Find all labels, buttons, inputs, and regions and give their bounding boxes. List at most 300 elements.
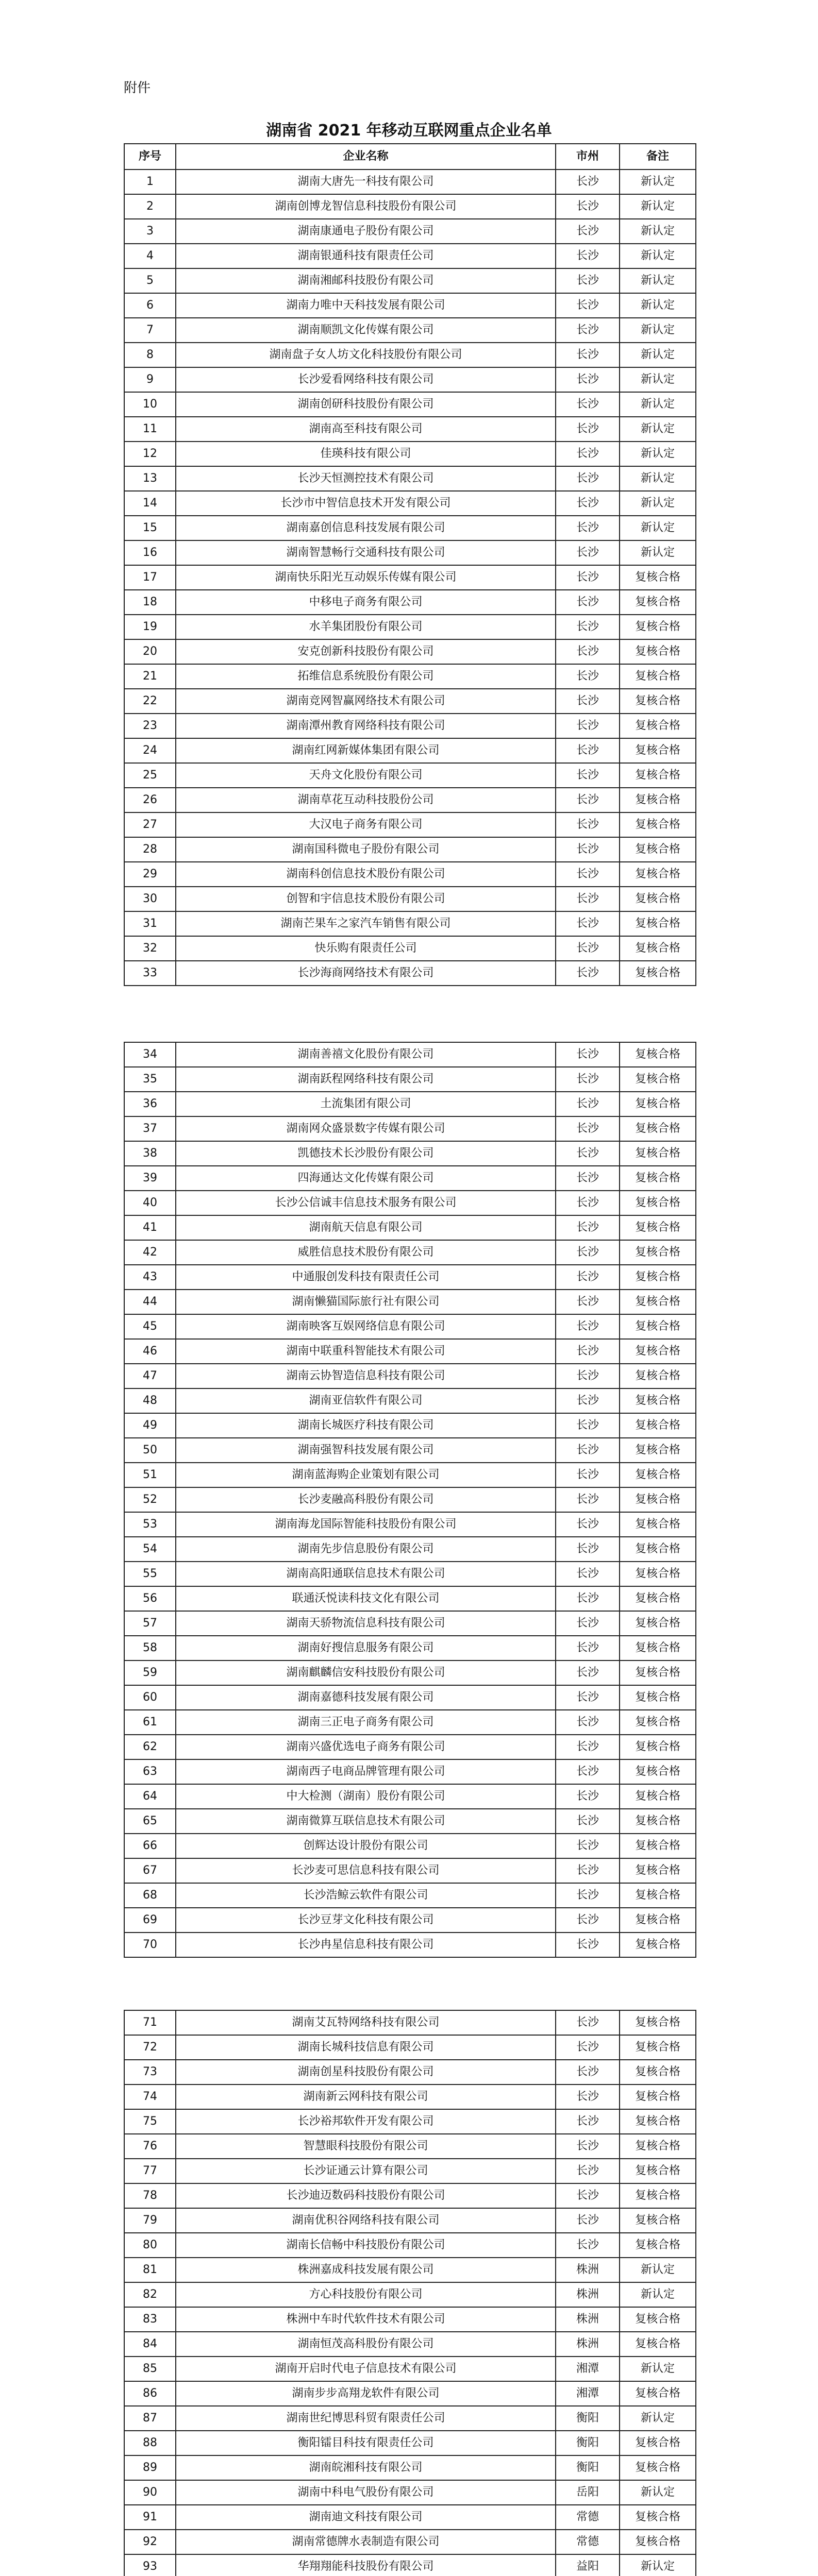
city: 长沙: [556, 961, 620, 986]
table-row: [124, 887, 696, 911]
table-row: [124, 1660, 696, 1685]
company-name: 长沙公信诚丰信息技术服务有限公司: [176, 1191, 556, 1215]
city: 长沙: [556, 2183, 620, 2208]
city: 长沙: [556, 1265, 620, 1290]
row-index: 66: [124, 1834, 176, 1858]
remark: 复核合格: [620, 1487, 696, 1512]
city: 长沙: [556, 1067, 620, 1092]
table-row: [124, 788, 696, 812]
row-index: 4: [124, 244, 176, 268]
remark: 复核合格: [620, 2233, 696, 2258]
city: 长沙: [556, 2159, 620, 2183]
row-index: 59: [124, 1660, 176, 1685]
remark: 新认定: [620, 2554, 696, 2576]
city: 长沙: [556, 244, 620, 268]
row-index: 42: [124, 1240, 176, 1265]
row-index: 31: [124, 911, 176, 936]
remark: 复核合格: [620, 2134, 696, 2159]
city: 长沙: [556, 392, 620, 417]
table-row: [124, 1042, 696, 1067]
row-index: 83: [124, 2307, 176, 2332]
row-index: 47: [124, 1364, 176, 1388]
city: 长沙: [556, 862, 620, 887]
company-name: 长沙冉星信息科技有限公司: [176, 1933, 556, 1957]
city: 衡阳: [556, 2431, 620, 2455]
company-name: 凯德技术长沙股份有限公司: [176, 1141, 556, 1166]
company-name: 快乐购有限责任公司: [176, 936, 556, 961]
remark: 复核合格: [620, 1908, 696, 1933]
remark: 复核合格: [620, 1364, 696, 1388]
company-name: 湖南天骄物流信息科技有限公司: [176, 1611, 556, 1636]
company-name: 湖南步步高翔龙软件有限公司: [176, 2381, 556, 2406]
row-index: 76: [124, 2134, 176, 2159]
row-index: 40: [124, 1191, 176, 1215]
remark: 复核合格: [620, 738, 696, 763]
company-name: 四海通达文化传媒有限公司: [176, 1166, 556, 1191]
remark: 新认定: [620, 343, 696, 367]
company-name: 湖南兴盛优选电子商务有限公司: [176, 1735, 556, 1759]
city: 长沙: [556, 2060, 620, 2084]
remark: 复核合格: [620, 1092, 696, 1116]
row-index: 41: [124, 1215, 176, 1240]
table-row: [124, 714, 696, 738]
remark: 复核合格: [620, 1685, 696, 1710]
row-index: 70: [124, 1933, 176, 1957]
city: 长沙: [556, 1166, 620, 1191]
table-row: [124, 738, 696, 763]
table-row: [124, 812, 696, 837]
company-name: 湖南创博龙智信息科技股份有限公司: [176, 194, 556, 219]
company-name: 湖南亚信软件有限公司: [176, 1388, 556, 1413]
table-row: [124, 911, 696, 936]
table-row: [124, 2183, 696, 2208]
row-index: 30: [124, 887, 176, 911]
company-name: 湖南创研科技股份有限公司: [176, 392, 556, 417]
remark: 复核合格: [620, 1265, 696, 1290]
remark: 复核合格: [620, 1611, 696, 1636]
company-name: 水羊集团股份有限公司: [176, 615, 556, 639]
city: 长沙: [556, 1809, 620, 1834]
city: 湘潭: [556, 2381, 620, 2406]
remark: 复核合格: [620, 2505, 696, 2530]
city: 长沙: [556, 1314, 620, 1339]
remark: 复核合格: [620, 961, 696, 986]
row-index: 91: [124, 2505, 176, 2530]
table-row: [124, 2060, 696, 2084]
enterprise-table-part-1: [124, 143, 696, 986]
city: 长沙: [556, 491, 620, 516]
table-row: [124, 1512, 696, 1537]
city: 长沙: [556, 714, 620, 738]
table-row: [124, 2480, 696, 2505]
row-index: 88: [124, 2431, 176, 2455]
table-row: [124, 961, 696, 986]
company-name: 湖南智慧畅行交通科技有限公司: [176, 540, 556, 565]
city: 长沙: [556, 1933, 620, 1957]
company-name: 湖南强智科技发展有限公司: [176, 1438, 556, 1463]
city: 长沙: [556, 2010, 620, 2035]
table-row: [124, 417, 696, 442]
company-name: 湖南科创信息技术股份有限公司: [176, 862, 556, 887]
table-row: [124, 639, 696, 664]
row-index: 71: [124, 2010, 176, 2035]
row-index: 54: [124, 1537, 176, 1562]
company-name: 创智和宇信息技术股份有限公司: [176, 887, 556, 911]
table-row: [124, 1092, 696, 1116]
row-index: 93: [124, 2554, 176, 2576]
remark: 复核合格: [620, 1215, 696, 1240]
row-index: 77: [124, 2159, 176, 2183]
row-index: 15: [124, 516, 176, 540]
company-name: 湖南恒茂高科股份有限公司: [176, 2332, 556, 2357]
company-name: 拓维信息系统股份有限公司: [176, 664, 556, 689]
row-index: 23: [124, 714, 176, 738]
row-index: 56: [124, 1586, 176, 1611]
table-row: [124, 2431, 696, 2455]
remark: 复核合格: [620, 590, 696, 615]
table-row: [124, 1438, 696, 1463]
company-name: 方心科技股份有限公司: [176, 2282, 556, 2307]
remark: 复核合格: [620, 1388, 696, 1413]
city: 长沙: [556, 1092, 620, 1116]
row-index: 67: [124, 1858, 176, 1883]
table-header-row: [124, 144, 696, 170]
remark: 复核合格: [620, 862, 696, 887]
company-name: 长沙市中智信息技术开发有限公司: [176, 491, 556, 516]
company-name: 湖南微算互联信息技术有限公司: [176, 1809, 556, 1834]
remark: 复核合格: [620, 763, 696, 788]
table-row: [124, 1364, 696, 1388]
table-row: [124, 2282, 696, 2307]
enterprise-table-part-3: [124, 2010, 696, 2576]
table-row: [124, 2035, 696, 2060]
table-row: [124, 2357, 696, 2381]
column-header-remark: 备注: [620, 144, 696, 170]
row-index: 85: [124, 2357, 176, 2381]
row-index: 80: [124, 2233, 176, 2258]
table-row: [124, 466, 696, 491]
remark: 复核合格: [620, 664, 696, 689]
table-row: [124, 565, 696, 590]
row-index: 75: [124, 2109, 176, 2134]
table-row: [124, 763, 696, 788]
city: 长沙: [556, 1586, 620, 1611]
company-name: 湖南新云网科技有限公司: [176, 2084, 556, 2109]
table-row: [124, 2208, 696, 2233]
remark: 复核合格: [620, 1067, 696, 1092]
remark: 复核合格: [620, 1883, 696, 1908]
table-row: [124, 343, 696, 367]
table-row: [124, 442, 696, 466]
row-index: 3: [124, 219, 176, 244]
remark: 复核合格: [620, 788, 696, 812]
city: 长沙: [556, 1290, 620, 1314]
table-row: [124, 2505, 696, 2530]
row-index: 11: [124, 417, 176, 442]
row-index: 6: [124, 293, 176, 318]
remark: 复核合格: [620, 1339, 696, 1364]
company-name: 长沙爱看网络科技有限公司: [176, 367, 556, 392]
city: 长沙: [556, 417, 620, 442]
city: 长沙: [556, 219, 620, 244]
remark: 复核合格: [620, 2307, 696, 2332]
company-name: 联通沃悦读科技文化有限公司: [176, 1586, 556, 1611]
table-row: [124, 1141, 696, 1166]
row-index: 5: [124, 268, 176, 293]
city: 长沙: [556, 318, 620, 343]
row-index: 18: [124, 590, 176, 615]
city: 常德: [556, 2505, 620, 2530]
remark: 复核合格: [620, 2084, 696, 2109]
company-name: 湖南盘子女人坊文化科技股份有限公司: [176, 343, 556, 367]
table-row: [124, 1883, 696, 1908]
row-index: 25: [124, 763, 176, 788]
table-row: [124, 1908, 696, 1933]
company-name: 湖南竞网智赢网络技术有限公司: [176, 689, 556, 714]
remark: 复核合格: [620, 2109, 696, 2134]
company-name: 湖南康通电子股份有限公司: [176, 219, 556, 244]
company-name: 湖南善禧文化股份有限公司: [176, 1042, 556, 1067]
table-row: [124, 244, 696, 268]
remark: 复核合格: [620, 837, 696, 862]
remark: 新认定: [620, 170, 696, 194]
city: 长沙: [556, 738, 620, 763]
row-index: 73: [124, 2060, 176, 2084]
city: 衡阳: [556, 2455, 620, 2480]
table-row: [124, 516, 696, 540]
row-index: 27: [124, 812, 176, 837]
remark: 复核合格: [620, 1537, 696, 1562]
table-row: [124, 219, 696, 244]
city: 长沙: [556, 1759, 620, 1784]
company-name: 湖南海龙国际智能科技股份有限公司: [176, 1512, 556, 1537]
company-name: 湖南潭州教育网络科技有限公司: [176, 714, 556, 738]
company-name: 湖南好搜信息服务有限公司: [176, 1636, 556, 1660]
table-row: [124, 540, 696, 565]
remark: 新认定: [620, 2406, 696, 2431]
company-name: 长沙迪迈数码科技股份有限公司: [176, 2183, 556, 2208]
remark: 复核合格: [620, 1858, 696, 1883]
table-row: [124, 2406, 696, 2431]
row-index: 79: [124, 2208, 176, 2233]
city: 株洲: [556, 2258, 620, 2282]
company-name: 湖南力唯中天科技发展有限公司: [176, 293, 556, 318]
city: 长沙: [556, 689, 620, 714]
row-index: 10: [124, 392, 176, 417]
table-row: [124, 2381, 696, 2406]
company-name: 湖南中联重科智能技术有限公司: [176, 1339, 556, 1364]
row-index: 82: [124, 2282, 176, 2307]
company-name: 天舟文化股份有限公司: [176, 763, 556, 788]
company-name: 湖南快乐阳光互动娱乐传媒有限公司: [176, 565, 556, 590]
company-name: 湖南创星科技股份有限公司: [176, 2060, 556, 2084]
remark: 复核合格: [620, 2530, 696, 2554]
city: 长沙: [556, 343, 620, 367]
city: 长沙: [556, 1611, 620, 1636]
table-row: [124, 1636, 696, 1660]
table-row: [124, 2530, 696, 2554]
row-index: 2: [124, 194, 176, 219]
table-row: [124, 1685, 696, 1710]
row-index: 68: [124, 1883, 176, 1908]
remark: 新认定: [620, 268, 696, 293]
city: 长沙: [556, 936, 620, 961]
remark: 复核合格: [620, 714, 696, 738]
city: 长沙: [556, 1191, 620, 1215]
remark: 复核合格: [620, 1290, 696, 1314]
row-index: 84: [124, 2332, 176, 2357]
city: 长沙: [556, 1388, 620, 1413]
row-index: 12: [124, 442, 176, 466]
remark: 新认定: [620, 367, 696, 392]
table-row: [124, 1710, 696, 1735]
row-index: 32: [124, 936, 176, 961]
remark: 复核合格: [620, 1562, 696, 1586]
remark: 复核合格: [620, 2010, 696, 2035]
remark: 复核合格: [620, 689, 696, 714]
row-index: 72: [124, 2035, 176, 2060]
remark: 复核合格: [620, 1166, 696, 1191]
table-row: [124, 1314, 696, 1339]
table-row: [124, 1166, 696, 1191]
remark: 复核合格: [620, 2060, 696, 2084]
company-name: 湖南中科电气股份有限公司: [176, 2480, 556, 2505]
table-row: [124, 2332, 696, 2357]
remark: 新认定: [620, 466, 696, 491]
remark: 复核合格: [620, 1660, 696, 1685]
remark: 复核合格: [620, 2035, 696, 2060]
row-index: 29: [124, 862, 176, 887]
table-row: [124, 170, 696, 194]
row-index: 61: [124, 1710, 176, 1735]
city: 长沙: [556, 1364, 620, 1388]
table-row: [124, 1537, 696, 1562]
row-index: 44: [124, 1290, 176, 1314]
remark: 复核合格: [620, 1191, 696, 1215]
company-name: 佳瑛科技有限公司: [176, 442, 556, 466]
row-index: 89: [124, 2455, 176, 2480]
city: 长沙: [556, 293, 620, 318]
company-name: 湖南西子电商品牌管理有限公司: [176, 1759, 556, 1784]
company-name: 株洲中车时代软件技术有限公司: [176, 2307, 556, 2332]
company-name: 湖南高至科技有限公司: [176, 417, 556, 442]
company-name: 湖南艾瓦特网络科技有限公司: [176, 2010, 556, 2035]
city: 长沙: [556, 1834, 620, 1858]
row-index: 39: [124, 1166, 176, 1191]
city: 长沙: [556, 466, 620, 491]
remark: 复核合格: [620, 1314, 696, 1339]
row-index: 46: [124, 1339, 176, 1364]
city: 株洲: [556, 2307, 620, 2332]
city: 长沙: [556, 1784, 620, 1809]
row-index: 87: [124, 2406, 176, 2431]
column-header-city: 市州: [556, 144, 620, 170]
city: 长沙: [556, 2233, 620, 2258]
column-header-index: 序号: [124, 144, 176, 170]
company-name: 湖南银通科技有限责任公司: [176, 244, 556, 268]
table-row: [124, 2159, 696, 2183]
table-row: [124, 1809, 696, 1834]
city: 长沙: [556, 2134, 620, 2159]
remark: 复核合格: [620, 615, 696, 639]
row-index: 81: [124, 2258, 176, 2282]
company-name: 湖南长城科技信息有限公司: [176, 2035, 556, 2060]
row-index: 26: [124, 788, 176, 812]
table-row: [124, 1265, 696, 1290]
company-name: 湖南航天信息有限公司: [176, 1215, 556, 1240]
row-index: 1: [124, 170, 176, 194]
remark: 复核合格: [620, 1438, 696, 1463]
company-name: 长沙麦融高科股份有限公司: [176, 1487, 556, 1512]
city: 长沙: [556, 1413, 620, 1438]
table-row: [124, 1611, 696, 1636]
row-index: 45: [124, 1314, 176, 1339]
city: 长沙: [556, 1685, 620, 1710]
remark: 复核合格: [620, 1933, 696, 1957]
company-name: 湖南草花互动科技股份公司: [176, 788, 556, 812]
remark: 复核合格: [620, 2381, 696, 2406]
table-row: [124, 1388, 696, 1413]
table-row: [124, 2455, 696, 2480]
company-name: 中大检测（湖南）股份有限公司: [176, 1784, 556, 1809]
table-row: [124, 2109, 696, 2134]
city: 长沙: [556, 516, 620, 540]
city: 长沙: [556, 1215, 620, 1240]
remark: 复核合格: [620, 1710, 696, 1735]
table-row: [124, 2134, 696, 2159]
row-index: 38: [124, 1141, 176, 1166]
city: 益阳: [556, 2554, 620, 2576]
row-index: 90: [124, 2480, 176, 2505]
remark: 复核合格: [620, 1586, 696, 1611]
remark: 复核合格: [620, 2159, 696, 2183]
table-row: [124, 2554, 696, 2576]
remark: 复核合格: [620, 1240, 696, 1265]
city: 长沙: [556, 1141, 620, 1166]
table-row: [124, 689, 696, 714]
table-row: [124, 1784, 696, 1809]
table-row: [124, 2258, 696, 2282]
company-name: 湖南开启时代电子信息技术有限公司: [176, 2357, 556, 2381]
company-name: 湖南映客互娱网络信息有限公司: [176, 1314, 556, 1339]
remark: 复核合格: [620, 639, 696, 664]
city: 长沙: [556, 1339, 620, 1364]
city: 长沙: [556, 1660, 620, 1685]
company-name: 长沙豆芽文化科技有限公司: [176, 1908, 556, 1933]
row-index: 52: [124, 1487, 176, 1512]
company-name: 湖南三正电子商务有限公司: [176, 1710, 556, 1735]
row-index: 74: [124, 2084, 176, 2109]
remark: 复核合格: [620, 1463, 696, 1487]
remark: 复核合格: [620, 911, 696, 936]
company-name: 华翔翔能科技股份有限公司: [176, 2554, 556, 2576]
row-index: 48: [124, 1388, 176, 1413]
table-row: [124, 664, 696, 689]
remark: 复核合格: [620, 1636, 696, 1660]
remark: 新认定: [620, 516, 696, 540]
company-name: 湖南高阳通联信息技术有限公司: [176, 1562, 556, 1586]
company-name: 湖南红网新媒体集团有限公司: [176, 738, 556, 763]
remark: 复核合格: [620, 1784, 696, 1809]
city: 长沙: [556, 639, 620, 664]
remark: 新认定: [620, 392, 696, 417]
company-name: 中移电子商务有限公司: [176, 590, 556, 615]
table-row: [124, 1463, 696, 1487]
company-name: 湖南湘邮科技股份有限公司: [176, 268, 556, 293]
city: 长沙: [556, 887, 620, 911]
company-name: 安克创新科技股份有限公司: [176, 639, 556, 664]
city: 长沙: [556, 1858, 620, 1883]
